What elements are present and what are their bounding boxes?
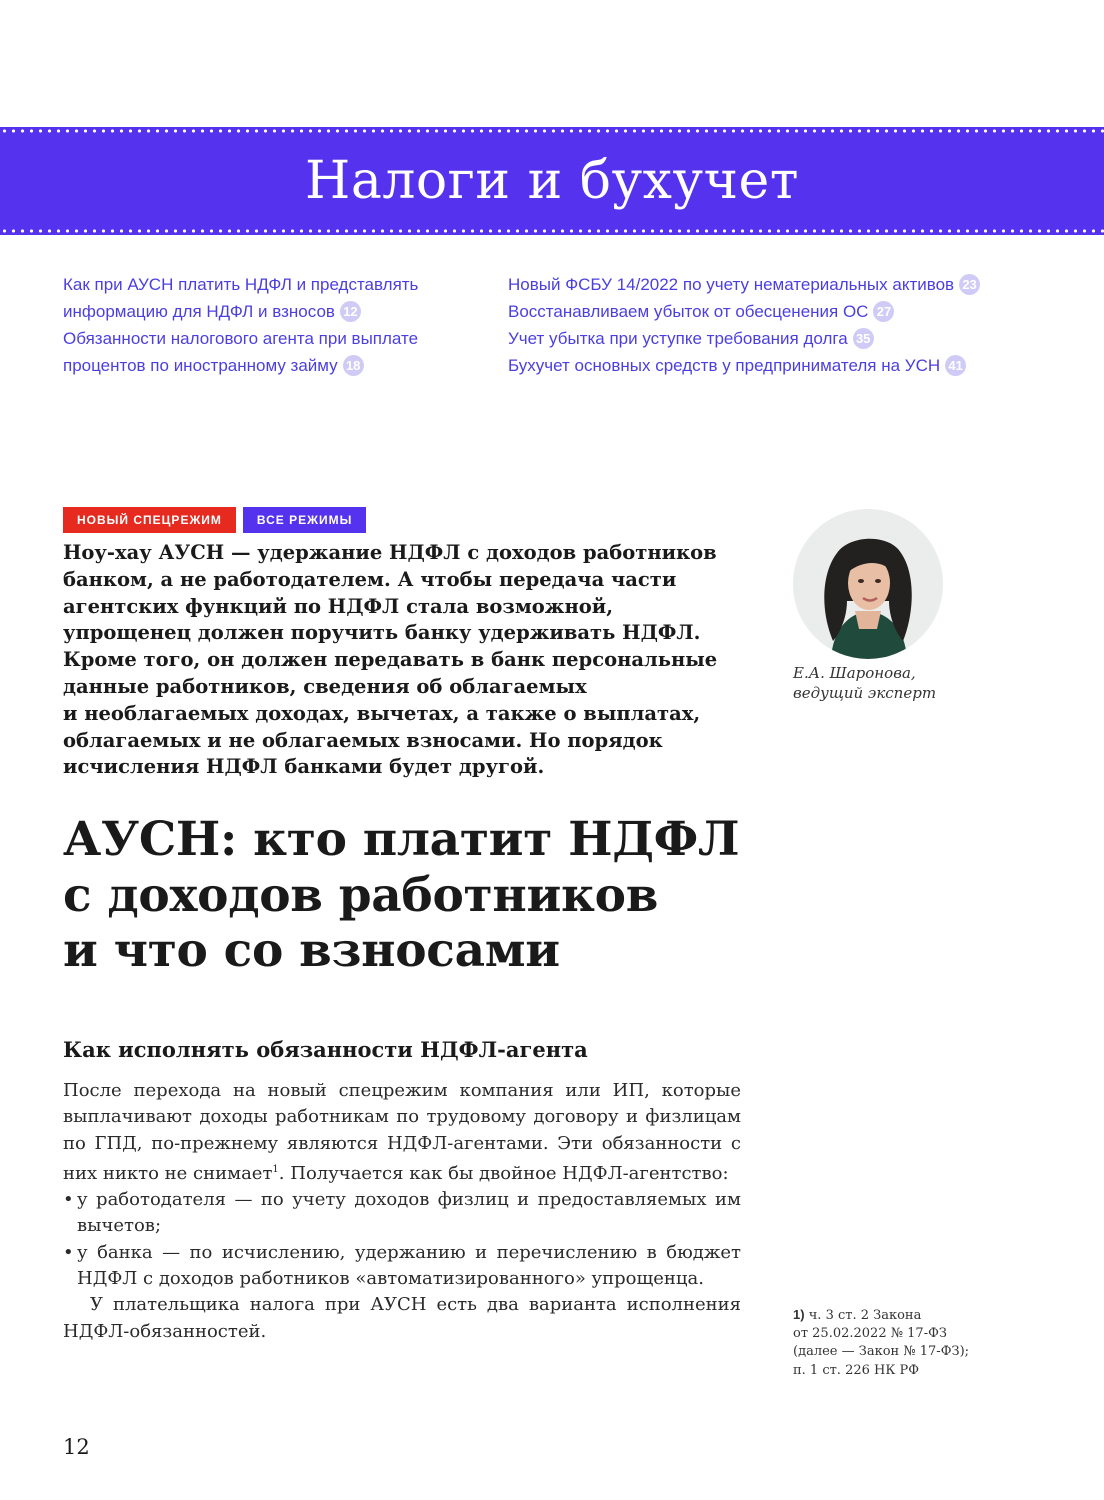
- footnote-line: п. 1 ст. 226 НК РФ: [793, 1362, 920, 1378]
- body-text: После перехода на новый спецрежим компания или ИП, которые выплачивают доходы работникам по трудовому договору и физлицам по ГПД, по-прежнему являются НДФЛ-агентами. Эти обязанности с них никто не снимает: [63, 1080, 741, 1184]
- toc-item-tax-agent-duties[interactable]: [63, 325, 483, 379]
- title-line: АУСН: кто платит НДФЛ: [63, 812, 740, 867]
- toc-item-impairment-loss[interactable]: [508, 298, 1068, 325]
- list-item: • у банка — по исчислению, удержанию и перечислению в бюджет НДФЛ с доходов работников «автоматизированного» упрощенца.: [63, 1240, 741, 1293]
- toc-item-line: Обязанности налогового агента при выплате: [63, 329, 419, 348]
- toc-page-badge: 35: [853, 328, 874, 349]
- toc-page-badge: 12: [340, 301, 361, 322]
- footnote-text: ч. 3 ст. 2 Закона: [808, 1308, 922, 1323]
- toc-item-line: Бухучет основных средств у предпринимателя на УСН: [508, 356, 941, 375]
- banner-bottom-border: [0, 229, 1104, 233]
- title-line: с доходов работников: [63, 867, 659, 923]
- title-line: и что со взносами: [63, 923, 560, 978]
- toc-left-column: [63, 271, 483, 379]
- toc-page-badge: 23: [959, 274, 980, 295]
- toc-page-badge: 18: [343, 355, 364, 376]
- lead-line: Кроме того, он должен передавать в банк персональные: [63, 648, 718, 672]
- article-body: [63, 1078, 741, 1345]
- toc-item-fixed-assets-usn[interactable]: [508, 352, 1068, 379]
- body-paragraph: У плательщика налога при АУСН есть два варианта исполнения НДФЛ-обязанностей.: [63, 1294, 741, 1342]
- section-banner: [0, 127, 1104, 235]
- tag-all-regimes: ВСЕ РЕЖИМЫ: [243, 507, 366, 533]
- author-photo: [793, 509, 943, 659]
- toc-right-column: [508, 271, 1068, 379]
- lead-line: облагаемых и не облагаемых взносами. Но порядок: [63, 728, 663, 752]
- footnote-ref[interactable]: 1: [272, 1163, 279, 1175]
- toc-page-badge: 41: [945, 355, 966, 376]
- toc-item-line: процентов по иностранному займу: [63, 356, 338, 375]
- list-item: • у работодателя — по учету доходов физлиц и предоставляемых им вычетов;: [63, 1187, 741, 1240]
- page-number: 12: [63, 1435, 90, 1459]
- footnote-number: 1): [793, 1307, 805, 1322]
- toc-item-line: Как при АУСН платить НДФЛ и представлять: [63, 275, 419, 294]
- toc-item-fsbu-14[interactable]: [508, 271, 1068, 298]
- lead-line: агентских функций по НДФЛ стала возможной,: [63, 594, 614, 618]
- lead-line: данные работников, сведения об облагаемых: [63, 674, 587, 698]
- banner-top-border: [0, 129, 1104, 133]
- toc-item-debt-assignment[interactable]: [508, 325, 1068, 352]
- footnote-line: от 25.02.2022 № 17-ФЗ: [793, 1326, 947, 1342]
- lead-line: исчисления НДФЛ банками будет другой.: [63, 755, 545, 779]
- toc-item-line: Учет убытка при уступке требования долга: [508, 329, 848, 348]
- toc-item-line: Восстанавливаем убыток от обесценения ОС: [508, 302, 869, 321]
- author-role: ведущий эксперт: [793, 684, 937, 702]
- toc-page-badge: 27: [873, 301, 894, 322]
- article-tags: [63, 507, 373, 533]
- author-caption: [793, 663, 1043, 703]
- toc-item-ausn-ndfl[interactable]: [63, 271, 483, 325]
- tag-new-regime: НОВЫЙ СПЕЦРЕЖИМ: [63, 507, 236, 533]
- lead-line: банком, а не работодателем. А чтобы передача части: [63, 567, 677, 591]
- body-paragraph: [63, 1078, 741, 1187]
- footnote-line: [793, 1306, 1033, 1325]
- section-heading: Как исполнять обязанности НДФЛ-агента: [63, 1037, 588, 1062]
- toc-item-line: информацию для НДФЛ и взносов: [63, 302, 335, 321]
- body-text: . Получается как бы двойное НДФЛ-агентство:: [278, 1162, 729, 1184]
- article-title: [63, 812, 763, 979]
- article-lead: [63, 540, 743, 781]
- toc-item-line: Новый ФСБУ 14/2022 по учету нематериальных активов: [508, 275, 955, 294]
- section-title: Налоги и бухучет: [304, 151, 800, 211]
- lead-line: Ноу-хау АУСН — удержание НДФЛ с доходов работников: [63, 541, 717, 564]
- lead-line: и необлагаемых доходах, вычетах, а также о выплатах,: [63, 701, 701, 725]
- lead-line: упрощенец должен поручить банку удерживать НДФЛ.: [63, 621, 701, 645]
- body-list: [63, 1187, 741, 1292]
- author-portrait-illustration: [793, 509, 943, 659]
- footnote-line: (далее — Закон № 17-ФЗ);: [793, 1344, 970, 1360]
- footnote: [793, 1306, 1033, 1380]
- author-name: Е.А. Шаронова,: [793, 664, 916, 682]
